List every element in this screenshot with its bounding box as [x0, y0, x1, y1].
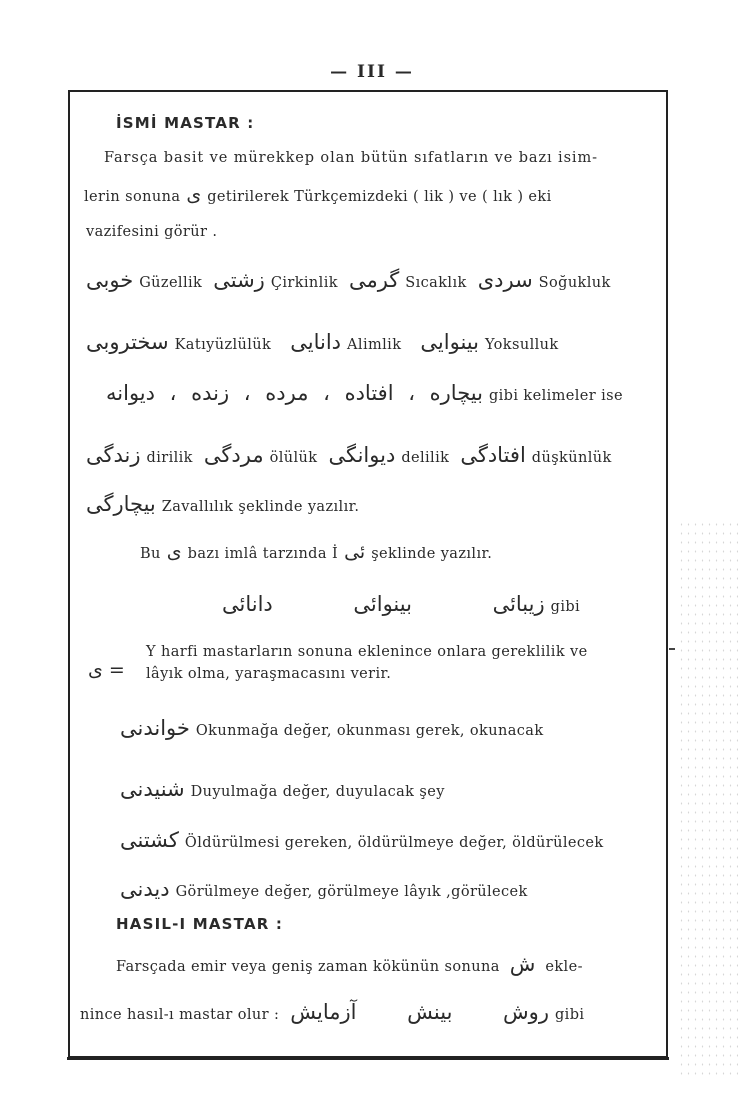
translation: dirilik	[146, 450, 193, 466]
page-number: — III —	[330, 62, 414, 82]
arabic-word: زشتى	[213, 268, 265, 292]
translation: Sıcaklık	[405, 275, 467, 291]
translation: Çirkinlik	[270, 275, 338, 291]
text-span: İ	[331, 546, 339, 562]
translation: Güzellik	[139, 275, 203, 291]
section-title-hasil-i-mastar: HASIL-I MASTAR :	[116, 915, 284, 933]
arabic-word: گرمى	[348, 268, 400, 292]
arabic-word: خوبى	[86, 268, 134, 292]
translation: Öldürülmesi gereken, öldürülmeye değer, öldürülecek	[184, 835, 604, 851]
arabic-word: زيبائى	[492, 592, 545, 616]
arabic-letter: ى	[186, 184, 202, 206]
translation: düşkünlük	[531, 450, 612, 466]
arabic-word: سختروبى	[86, 330, 169, 354]
example-row	[114, 828, 604, 852]
ye-symbol: ى =	[88, 659, 125, 681]
word-row	[80, 268, 611, 292]
margin-tick	[669, 648, 675, 650]
arabic-word: دانايى	[290, 330, 342, 354]
word-row	[80, 443, 612, 467]
text-line: Y harfi mastarların sonuna eklenince onlara gereklilik ve	[146, 644, 588, 660]
text-span: şeklinde yazılır.	[371, 546, 493, 562]
text-line	[84, 184, 552, 206]
text-span: Bu	[140, 546, 161, 562]
arabic-word: بينش	[407, 1000, 453, 1024]
arabic-word: سردى	[477, 268, 533, 292]
arabic-word: آزمايش	[290, 1000, 357, 1024]
translation: Duyulmağa değer, duyulacak şey	[190, 784, 445, 800]
arabic-word: افتادگى	[460, 443, 526, 467]
translation: delilik	[401, 450, 450, 466]
translation: Okunmağa değer, okunması gerek, okunacak	[195, 723, 544, 739]
section-title-ismi-mastar: İSMİ MASTAR :	[116, 114, 255, 132]
arabic-word: زندگى	[86, 443, 141, 467]
text-span: ekle-	[545, 959, 583, 975]
word-row	[216, 592, 580, 616]
text-line	[116, 952, 583, 976]
translation: Katıyüzlülük	[174, 337, 272, 353]
word-row	[80, 330, 559, 354]
word-row	[80, 492, 359, 516]
arabic-word: خواندنى	[120, 716, 190, 740]
arabic-word: شنيدنى	[120, 777, 185, 801]
example-row	[114, 716, 544, 740]
translation: Yoksulluk	[484, 337, 559, 353]
arabic-letter: ش	[509, 952, 536, 976]
example-row	[114, 877, 528, 901]
text-line	[80, 1000, 584, 1024]
translation: Soğukluk	[538, 275, 611, 291]
arabic-word: بيچارگى	[86, 492, 156, 516]
translation: Alimlik	[347, 337, 402, 353]
arabic-letter: ئى	[344, 541, 366, 563]
text-line	[140, 541, 492, 563]
arabic-word: دانائى	[222, 592, 273, 616]
arabic-word: ديدنى	[120, 877, 170, 901]
translation: Görülmeye değer, görülmeye lâyık ,görülecek	[175, 884, 528, 900]
paper-speckle	[678, 520, 738, 1080]
translation: gibi	[554, 1007, 585, 1023]
arabic-word: بينوائى	[353, 592, 412, 616]
arabic-letter: ى	[166, 541, 182, 563]
arabic-word: كشتنى	[120, 828, 179, 852]
text-span: bazı imlâ tarzında	[187, 546, 327, 562]
text-line: lâyık olma, yaraşmacasını verir.	[146, 666, 392, 682]
text-span: Farsçada emir veya geniş zaman kökünün sonuna	[116, 959, 500, 975]
text-line: vazifesini görür .	[86, 224, 218, 240]
arabic-word: بينوايى	[420, 330, 479, 354]
arabic-word-list: بیچاره ، افتاده ، مرده ، زنده ، دیوانه	[106, 381, 483, 405]
text-line: Farsça basit ve mürekkep olan bütün sıfatların ve bazı isim-	[104, 150, 598, 166]
text-span: getirilerek Türkçemizdeki ( lik ) ve ( lık ) eki	[207, 189, 552, 205]
arabic-word: ديوانگى	[328, 443, 396, 467]
text-span: lerin sonuna	[84, 189, 181, 205]
arabic-word: مردگى	[203, 443, 264, 467]
arabic-word: روش	[503, 1000, 549, 1024]
translation: gibi kelimeler ise	[488, 388, 623, 404]
text-span: nince hasıl-ı mastar olur :	[80, 1007, 280, 1023]
example-row	[114, 777, 445, 801]
word-row	[100, 381, 623, 405]
translation: ölülük	[269, 450, 318, 466]
translation: gibi	[550, 599, 581, 615]
translation: Zavallılık şeklinde yazılır.	[161, 499, 360, 515]
